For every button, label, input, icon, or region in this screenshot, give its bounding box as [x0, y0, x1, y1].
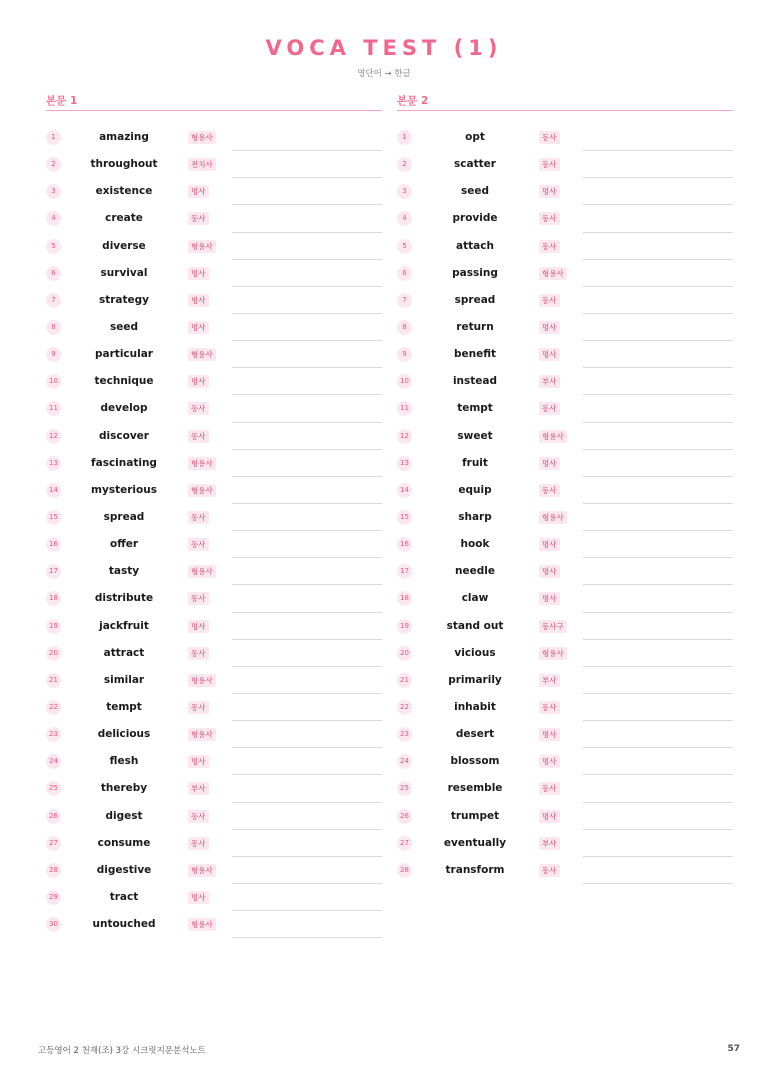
english-word: resemble — [447, 782, 503, 795]
english-word: attach — [456, 239, 494, 252]
english-word: spread — [103, 510, 145, 523]
part-of-speech-badge: 동사 — [539, 402, 560, 415]
section-1 — [46, 93, 382, 938]
part-of-speech-badge: 부사 — [539, 674, 560, 687]
answer-line[interactable] — [583, 883, 733, 884]
vocab-row — [397, 640, 733, 667]
vocab-row — [46, 803, 382, 830]
item-number: 11 — [397, 401, 412, 416]
item-number: 26 — [46, 809, 61, 824]
page-number: 57 — [727, 1044, 740, 1054]
item-number: 22 — [397, 700, 412, 715]
english-word: tract — [109, 890, 139, 903]
vocab-row — [46, 341, 382, 368]
english-word: provide — [452, 212, 498, 225]
part-of-speech-badge: 형용사 — [539, 267, 567, 280]
english-word: spread — [454, 293, 496, 306]
part-of-speech-badge: 명사 — [188, 185, 209, 198]
english-word: digest — [105, 809, 143, 822]
part-of-speech-badge: 명사 — [539, 457, 560, 470]
footer-book-title: 고등영어 2 천재(조) 3강 시크릿지문분석노트 — [38, 1046, 206, 1056]
item-number: 19 — [46, 619, 61, 634]
vocab-row — [46, 585, 382, 612]
english-word: similar — [103, 673, 145, 686]
vocab-row — [46, 640, 382, 667]
vocab-row — [397, 151, 733, 178]
english-word: particular — [95, 348, 153, 361]
vocab-row — [397, 287, 733, 314]
item-number: 18 — [46, 591, 61, 606]
vocab-row — [46, 395, 382, 422]
item-number: 8 — [46, 320, 61, 335]
vocab-row — [46, 504, 382, 531]
part-of-speech-badge: 동사구 — [539, 620, 567, 633]
part-of-speech-badge: 형용사 — [188, 864, 216, 877]
vocab-row — [46, 830, 382, 857]
vocab-row — [46, 748, 382, 775]
vocab-row — [46, 260, 382, 287]
vocab-row — [397, 721, 733, 748]
vocab-row — [397, 314, 733, 341]
item-number: 4 — [46, 211, 61, 226]
part-of-speech-badge: 형용사 — [188, 240, 216, 253]
vocab-row — [397, 477, 733, 504]
item-number: 25 — [46, 781, 61, 796]
item-number: 25 — [397, 781, 412, 796]
item-number: 4 — [397, 211, 412, 226]
item-number: 19 — [397, 619, 412, 634]
item-number: 22 — [46, 700, 61, 715]
item-number: 13 — [46, 456, 61, 471]
section-2 — [397, 93, 733, 884]
vocab-row — [397, 775, 733, 802]
english-word: blossom — [450, 755, 500, 768]
item-number: 5 — [397, 239, 412, 254]
english-word: scatter — [454, 158, 496, 171]
part-of-speech-badge: 동사 — [188, 212, 209, 225]
vocab-row — [397, 423, 733, 450]
item-number: 17 — [397, 564, 412, 579]
part-of-speech-badge: 명사 — [539, 755, 560, 768]
part-of-speech-badge: 형용사 — [188, 348, 216, 361]
vocab-row — [46, 694, 382, 721]
item-number: 3 — [397, 184, 412, 199]
english-word: untouched — [92, 918, 156, 931]
section-title: 본문 1 — [46, 93, 382, 111]
vocab-row — [397, 857, 733, 884]
item-number: 15 — [397, 510, 412, 525]
item-number: 27 — [397, 836, 412, 851]
item-number: 3 — [46, 184, 61, 199]
part-of-speech-badge: 형용사 — [188, 918, 216, 931]
item-number: 26 — [397, 809, 412, 824]
vocab-row — [46, 314, 382, 341]
item-number: 17 — [46, 564, 61, 579]
english-word: fascinating — [91, 456, 157, 469]
english-word: inhabit — [454, 700, 496, 713]
part-of-speech-badge: 전치사 — [188, 158, 216, 171]
item-number: 24 — [46, 754, 61, 769]
english-word: stand out — [446, 619, 504, 632]
part-of-speech-badge: 동사 — [539, 212, 560, 225]
english-word: tempt — [457, 402, 493, 415]
english-word: mysterious — [91, 483, 157, 496]
english-word: tasty — [108, 565, 140, 578]
item-number: 13 — [397, 456, 412, 471]
vocab-row — [46, 911, 382, 938]
vocab-row — [46, 775, 382, 802]
part-of-speech-badge: 동사 — [539, 484, 560, 497]
vocab-row — [397, 341, 733, 368]
part-of-speech-badge: 동사 — [539, 294, 560, 307]
item-number: 6 — [46, 266, 61, 281]
vocab-row — [397, 531, 733, 558]
answer-line[interactable] — [232, 937, 382, 938]
english-word: primarily — [448, 673, 502, 686]
item-number: 10 — [46, 374, 61, 389]
english-word: throughout — [90, 158, 158, 171]
item-number: 5 — [46, 239, 61, 254]
section-title: 본문 2 — [397, 93, 733, 111]
item-number: 23 — [397, 727, 412, 742]
part-of-speech-badge: 동사 — [539, 701, 560, 714]
item-number: 1 — [46, 130, 61, 145]
english-word: vicious — [454, 646, 496, 659]
vocab-row — [397, 830, 733, 857]
part-of-speech-badge: 명사 — [188, 755, 209, 768]
english-word: attract — [103, 646, 145, 659]
vocab-row — [46, 233, 382, 260]
part-of-speech-badge: 명사 — [539, 810, 560, 823]
part-of-speech-badge: 동사 — [539, 131, 560, 144]
part-of-speech-badge: 명사 — [539, 321, 560, 334]
english-word: amazing — [99, 131, 149, 143]
item-number: 21 — [46, 673, 61, 688]
word-list — [46, 124, 382, 938]
item-number: 20 — [46, 646, 61, 661]
item-number: 28 — [46, 863, 61, 878]
part-of-speech-badge: 동사 — [188, 430, 209, 443]
item-number: 18 — [397, 591, 412, 606]
vocab-row — [46, 205, 382, 232]
vocab-row — [46, 368, 382, 395]
english-word: seed — [109, 320, 138, 333]
english-word: develop — [100, 402, 148, 415]
english-word: strategy — [98, 293, 150, 306]
english-word: delicious — [97, 728, 151, 741]
english-word: desert — [455, 728, 495, 741]
part-of-speech-badge: 명사 — [539, 538, 560, 551]
part-of-speech-badge: 동사 — [188, 837, 209, 850]
english-word: distribute — [94, 592, 154, 605]
part-of-speech-badge: 명사 — [188, 321, 209, 334]
vocab-row — [397, 124, 733, 151]
part-of-speech-badge: 동사 — [188, 538, 209, 551]
vocab-row — [397, 205, 733, 232]
english-word: digestive — [96, 863, 152, 876]
english-word: flesh — [109, 755, 139, 768]
part-of-speech-badge: 형용사 — [188, 728, 216, 741]
vocab-row — [397, 233, 733, 260]
vocab-row — [397, 395, 733, 422]
english-word: existence — [95, 185, 153, 198]
vocab-row — [397, 260, 733, 287]
item-number: 7 — [397, 293, 412, 308]
vocab-row — [46, 477, 382, 504]
part-of-speech-badge: 형용사 — [188, 484, 216, 497]
item-number: 6 — [397, 266, 412, 281]
vocab-row — [46, 613, 382, 640]
page-subtitle: 영단어 → 한글 — [357, 69, 411, 79]
item-number: 2 — [46, 157, 61, 172]
part-of-speech-badge: 명사 — [539, 185, 560, 198]
part-of-speech-badge: 동사 — [539, 864, 560, 877]
part-of-speech-badge: 명사 — [188, 294, 209, 307]
item-number: 21 — [397, 673, 412, 688]
english-word: sharp — [458, 510, 492, 523]
vocab-row — [46, 124, 382, 151]
part-of-speech-badge: 부사 — [188, 782, 209, 795]
part-of-speech-badge: 명사 — [539, 592, 560, 605]
item-number: 28 — [397, 863, 412, 878]
part-of-speech-badge: 형용사 — [188, 674, 216, 687]
english-word: claw — [461, 592, 489, 605]
english-word: return — [456, 320, 494, 333]
item-number: 8 — [397, 320, 412, 335]
vocab-row — [46, 151, 382, 178]
vocab-row — [397, 803, 733, 830]
english-word: hook — [460, 538, 490, 551]
english-word: fruit — [462, 456, 488, 469]
part-of-speech-badge: 부사 — [539, 837, 560, 850]
item-number: 14 — [46, 483, 61, 498]
english-word: thereby — [100, 782, 148, 795]
part-of-speech-badge: 명사 — [188, 267, 209, 280]
vocab-row — [46, 450, 382, 477]
part-of-speech-badge: 형용사 — [188, 565, 216, 578]
item-number: 29 — [46, 890, 61, 905]
vocab-row — [46, 531, 382, 558]
part-of-speech-badge: 동사 — [539, 158, 560, 171]
english-word: needle — [455, 565, 495, 578]
part-of-speech-badge: 동사 — [188, 511, 209, 524]
item-number: 16 — [397, 537, 412, 552]
item-number: 15 — [46, 510, 61, 525]
vocab-row — [397, 558, 733, 585]
item-number: 2 — [397, 157, 412, 172]
page-title: VOCA TEST (1) — [265, 36, 503, 60]
part-of-speech-badge: 동사 — [188, 402, 209, 415]
part-of-speech-badge: 명사 — [539, 348, 560, 361]
part-of-speech-badge: 동사 — [539, 782, 560, 795]
part-of-speech-badge: 명사 — [188, 375, 209, 388]
english-word: eventually — [443, 836, 507, 849]
item-number: 20 — [397, 646, 412, 661]
item-number: 12 — [397, 429, 412, 444]
item-number: 16 — [46, 537, 61, 552]
vocab-row — [397, 585, 733, 612]
part-of-speech-badge: 명사 — [188, 891, 209, 904]
vocab-row — [397, 450, 733, 477]
english-word: technique — [94, 375, 154, 388]
part-of-speech-badge: 형용사 — [539, 511, 567, 524]
item-number: 30 — [46, 917, 61, 932]
part-of-speech-badge: 동사 — [188, 810, 209, 823]
item-number: 11 — [46, 401, 61, 416]
vocab-row — [397, 504, 733, 531]
vocab-row — [397, 667, 733, 694]
english-word: equip — [458, 483, 492, 496]
english-word: sweet — [457, 429, 493, 442]
vocab-row — [46, 423, 382, 450]
english-word: discover — [99, 429, 149, 442]
item-number: 9 — [397, 347, 412, 362]
english-word: transform — [445, 863, 505, 876]
part-of-speech-badge: 형용사 — [188, 457, 216, 470]
vocab-row — [46, 287, 382, 314]
vocab-row — [397, 178, 733, 205]
part-of-speech-badge: 명사 — [539, 565, 560, 578]
item-number: 1 — [397, 130, 412, 145]
english-word: offer — [109, 538, 139, 551]
english-word: passing — [452, 266, 498, 279]
item-number: 23 — [46, 727, 61, 742]
vocab-row — [397, 694, 733, 721]
english-word: tempt — [106, 700, 142, 713]
word-list — [397, 124, 733, 884]
part-of-speech-badge: 형용사 — [539, 430, 567, 443]
vocab-row — [46, 667, 382, 694]
item-number: 7 — [46, 293, 61, 308]
english-word: trumpet — [450, 809, 500, 822]
item-number: 24 — [397, 754, 412, 769]
part-of-speech-badge: 동사 — [539, 240, 560, 253]
item-number: 12 — [46, 429, 61, 444]
english-word: create — [105, 212, 143, 225]
part-of-speech-badge: 명사 — [188, 620, 209, 633]
vocab-row — [46, 884, 382, 911]
english-word: consume — [97, 836, 151, 849]
vocab-row — [46, 178, 382, 205]
vocab-row — [46, 721, 382, 748]
vocab-row — [397, 748, 733, 775]
english-word: diverse — [102, 239, 146, 252]
part-of-speech-badge: 동사 — [188, 592, 209, 605]
vocab-row — [46, 857, 382, 884]
part-of-speech-badge: 동사 — [188, 701, 209, 714]
english-word: survival — [100, 266, 148, 279]
part-of-speech-badge: 형용사 — [539, 647, 567, 660]
item-number: 9 — [46, 347, 61, 362]
english-word: jackfruit — [99, 619, 149, 632]
english-word: seed — [460, 185, 489, 198]
item-number: 14 — [397, 483, 412, 498]
part-of-speech-badge: 동사 — [188, 647, 209, 660]
part-of-speech-badge: 부사 — [539, 375, 560, 388]
vocab-row — [46, 558, 382, 585]
english-word: instead — [452, 375, 498, 388]
part-of-speech-badge: 형용사 — [188, 131, 216, 144]
english-word: opt — [465, 131, 485, 143]
english-word: benefit — [453, 348, 497, 361]
item-number: 27 — [46, 836, 61, 851]
vocab-row — [397, 613, 733, 640]
vocab-row — [397, 368, 733, 395]
item-number: 10 — [397, 374, 412, 389]
part-of-speech-badge: 명사 — [539, 728, 560, 741]
